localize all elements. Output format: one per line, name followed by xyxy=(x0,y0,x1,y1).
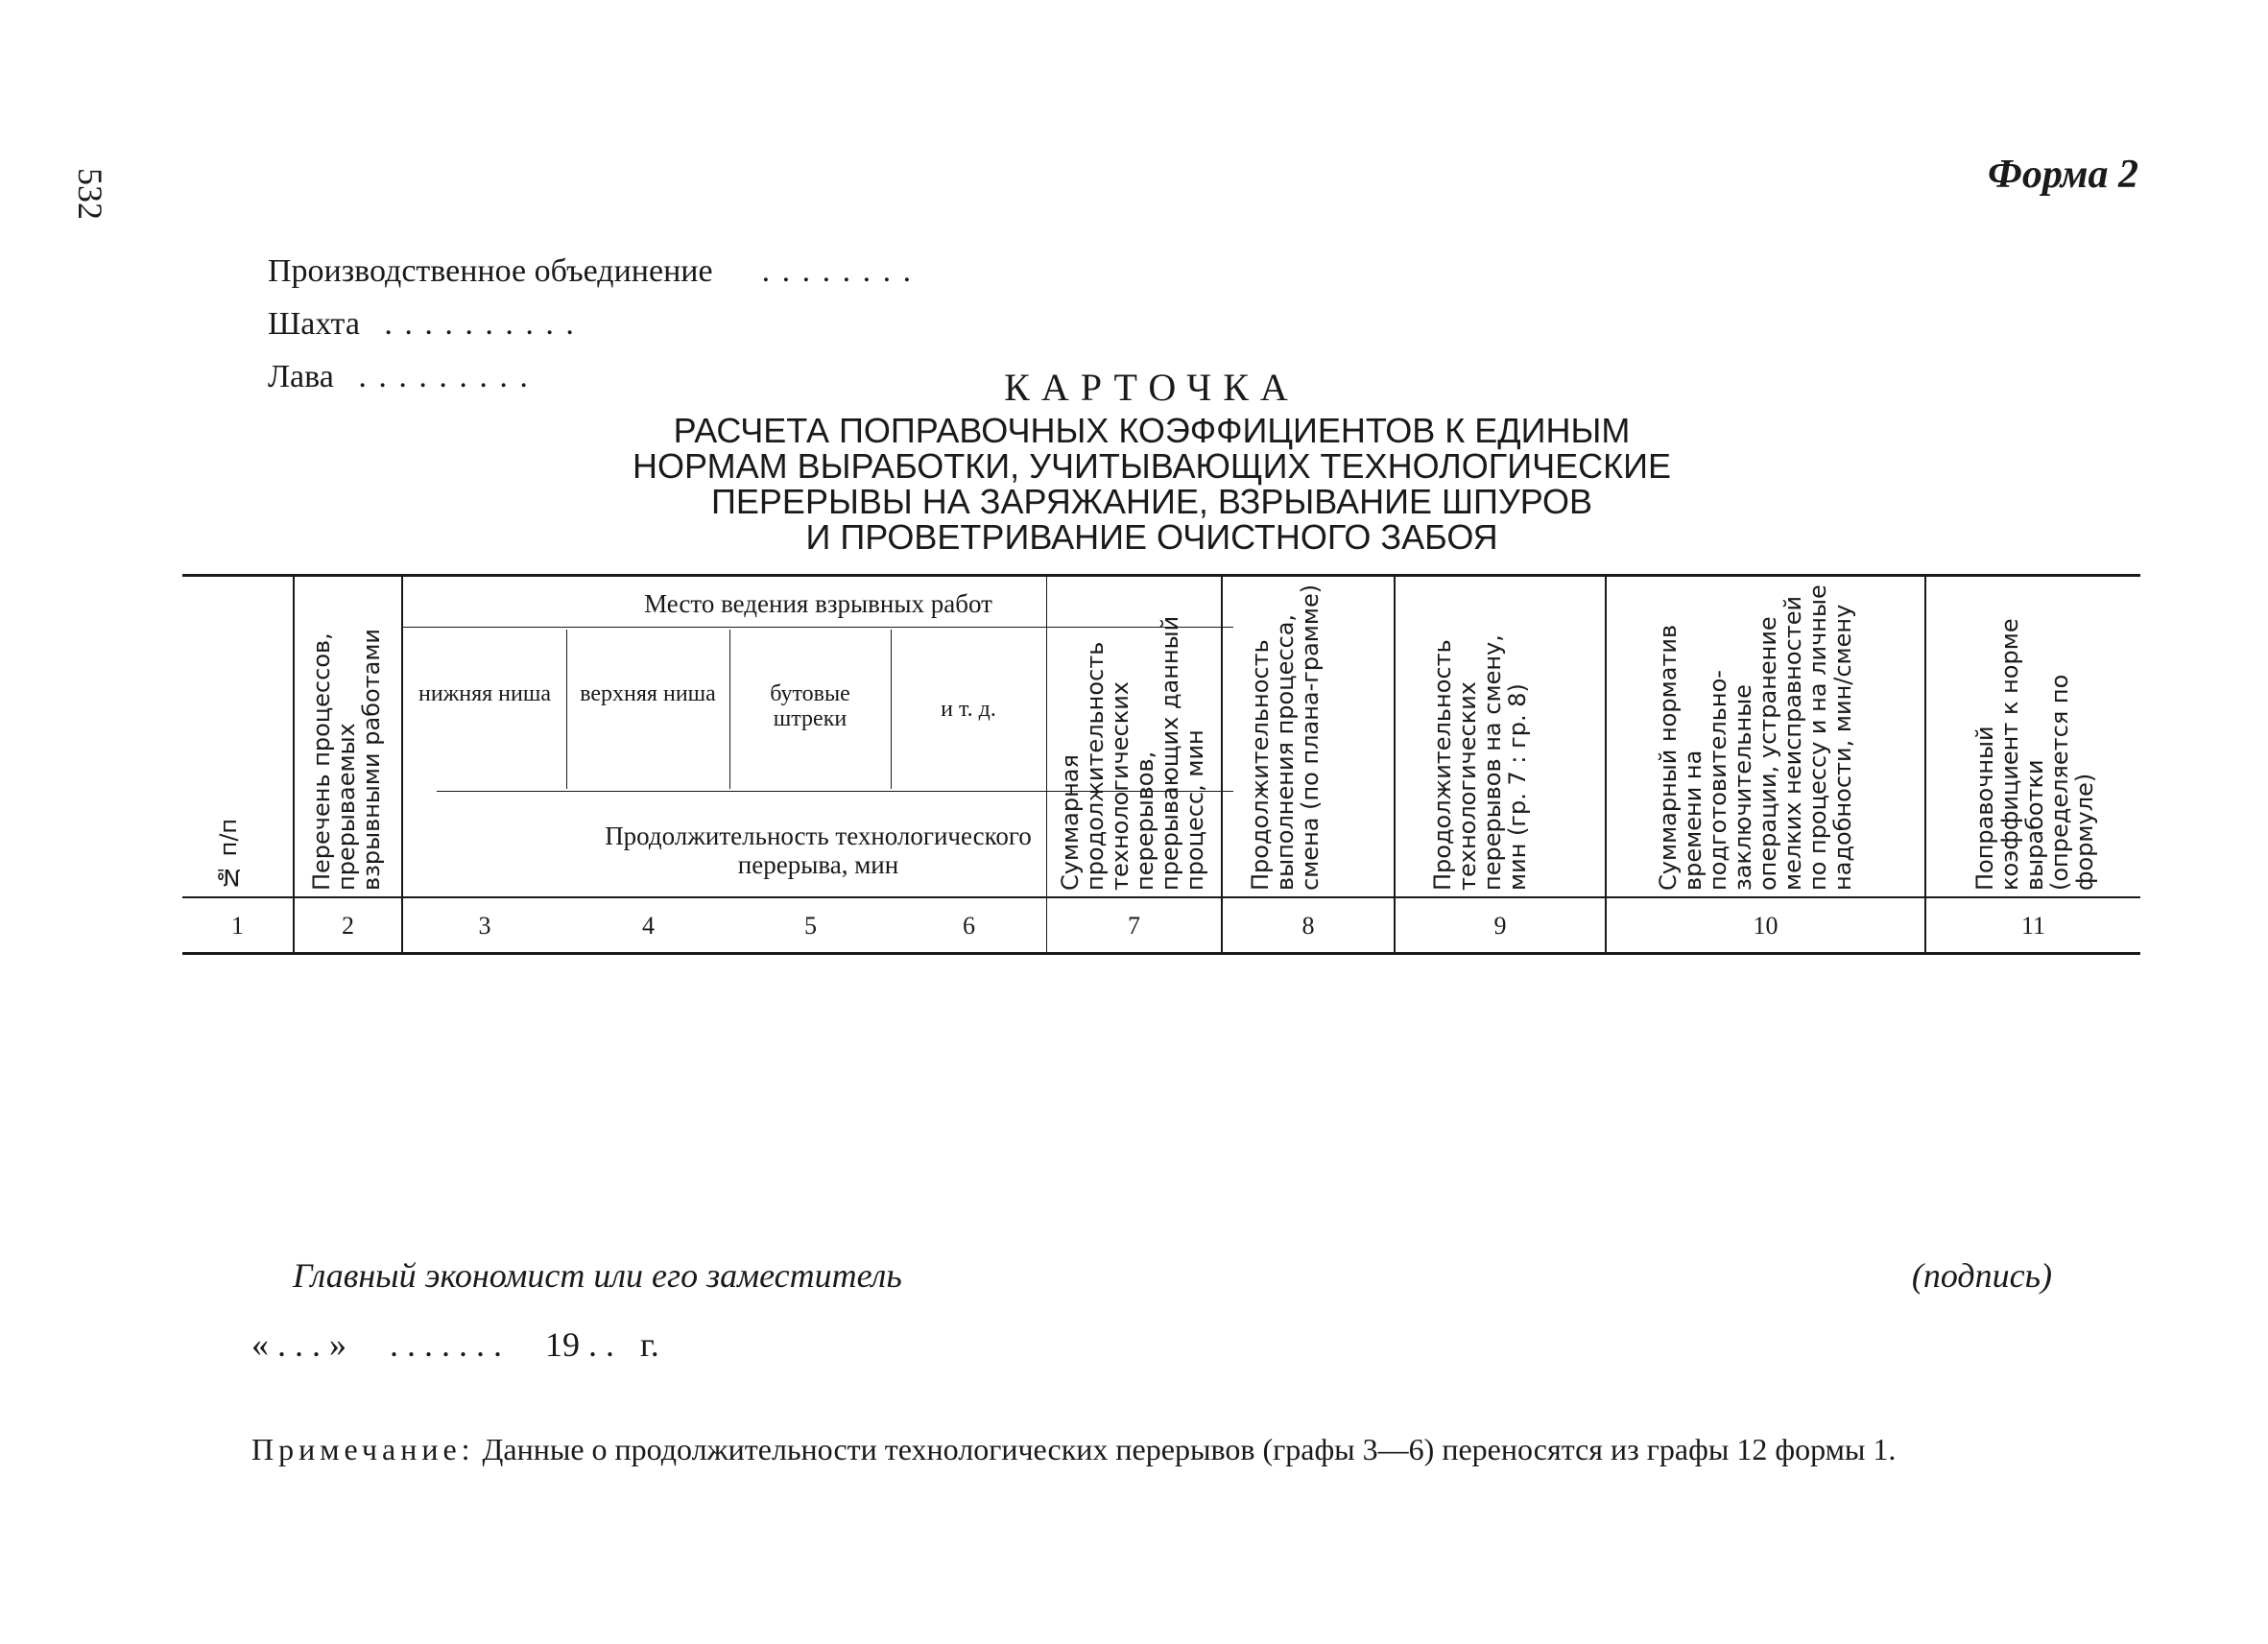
page-number: 532 xyxy=(71,168,109,220)
column-number-4: 4 xyxy=(642,912,655,940)
column-number-11: 11 xyxy=(2020,912,2046,940)
column-number-7: 7 xyxy=(1128,912,1140,940)
card-subtitle xyxy=(480,413,1824,555)
col-divider-4 xyxy=(729,630,730,789)
col-divider-9 xyxy=(1605,574,1607,952)
subheader-lower-niche: нижняя ниша xyxy=(418,681,551,706)
col-divider-8 xyxy=(1394,574,1396,952)
column-number-6: 6 xyxy=(963,912,975,940)
header-processes: Перечень процессов, прерываемых взрывными работами xyxy=(308,628,385,891)
field-association-label: Производственное объединение xyxy=(268,253,713,289)
calculation-table xyxy=(182,574,2140,953)
subheader-upper-niche: верхняя ниша xyxy=(580,681,716,706)
note-text: Данные о продолжительности технологических перерывов (графы 3—6) переносятся из графы 12 формы 1. xyxy=(482,1432,1897,1466)
col-divider-10 xyxy=(1924,574,1926,952)
header-breaks-per-shift: Продолжительность технологических перерывов на смену, мин (гр. 7 : гр. 8) xyxy=(1429,634,1531,891)
header-blasting-location: Место ведения взрывных работ xyxy=(644,589,992,618)
column-number-10: 10 xyxy=(1753,912,1779,940)
field-longwall xyxy=(251,322,530,395)
col-divider-1 xyxy=(293,574,295,952)
header-total-breaks: Суммарная продолжительность технологических перерывов, прерывающих данный процесс, мин xyxy=(1057,615,1208,891)
header-total-norm: Суммарный норматив времени на подготовительно-заключительные операции, устранение мелких неисправностей по процессу и на личные надобности, мин/смену xyxy=(1655,584,1856,891)
field-mine-label: Шахта xyxy=(268,306,360,342)
column-number-5: 5 xyxy=(804,912,817,940)
column-number-9: 9 xyxy=(1493,912,1507,940)
subheader-rubble-drifts: бутовые штреки xyxy=(770,681,850,731)
form-label: Форма 2 xyxy=(1988,153,2138,197)
col-divider-3 xyxy=(566,630,567,789)
header-process-duration: Продолжительность выполнения процесса, смена (по плана-грамме) xyxy=(1247,584,1324,891)
subtitle-line-3: ПЕРЕРЫВЫ НА ЗАРЯЖАНИЕ, ВЗРЫВАНИЕ ШПУРОВ xyxy=(711,482,1592,521)
col-divider-5 xyxy=(891,630,892,789)
header-break-duration: Продолжительность технологического перерыва, мин xyxy=(605,822,1032,879)
col-divider-7 xyxy=(1221,574,1223,952)
col-divider-6 xyxy=(1046,574,1047,952)
table-bottom-rule xyxy=(182,952,2140,955)
note-label: Примечание: xyxy=(251,1432,475,1466)
field-longwall-label: Лава xyxy=(268,359,334,394)
signature-placeholder: (подпись) xyxy=(1911,1256,2052,1295)
field-longwall-dots: . . . . . . . . . xyxy=(358,359,530,394)
subtitle-line-1: РАСЧЕТА ПОПРАВОЧНЫХ КОЭФФИЦИЕНТОВ К ЕДИНЫМ xyxy=(673,411,1631,450)
field-mine-dots: . . . . . . . . . . xyxy=(384,306,576,342)
column-number-1: 1 xyxy=(231,912,244,940)
column-number-2: 2 xyxy=(342,912,354,940)
subtitle-line-4: И ПРОВЕТРИВАНИЕ ОЧИСТНОГО ЗАБОЯ xyxy=(805,517,1498,557)
col-divider-2 xyxy=(401,574,403,952)
header-correction-coefficient: Поправочный коэффициент к норме выработки (определяется по формуле) xyxy=(1971,618,2098,891)
card-title: КАРТОЧКА xyxy=(1004,366,1300,409)
signature-role: Главный экономист или его заместитель xyxy=(293,1256,902,1295)
subtitle-line-2: НОРМАМ ВЫРАБОТКИ, УЧИТЫВАЮЩИХ ТЕХНОЛОГИЧЕСКИЕ xyxy=(632,446,1672,486)
date-line: « . . . » . . . . . . . 19 . . г. xyxy=(251,1325,659,1364)
field-association-dots: . . . . . . . . xyxy=(761,253,914,289)
table-header-rule xyxy=(182,896,2140,898)
column-number-8: 8 xyxy=(1301,912,1315,940)
note xyxy=(251,1428,2161,1470)
subheader-etc: и т. д. xyxy=(941,697,996,722)
column-number-3: 3 xyxy=(478,912,491,940)
header-row-number: № п/п xyxy=(215,818,242,891)
table-top-rule xyxy=(182,574,2140,577)
